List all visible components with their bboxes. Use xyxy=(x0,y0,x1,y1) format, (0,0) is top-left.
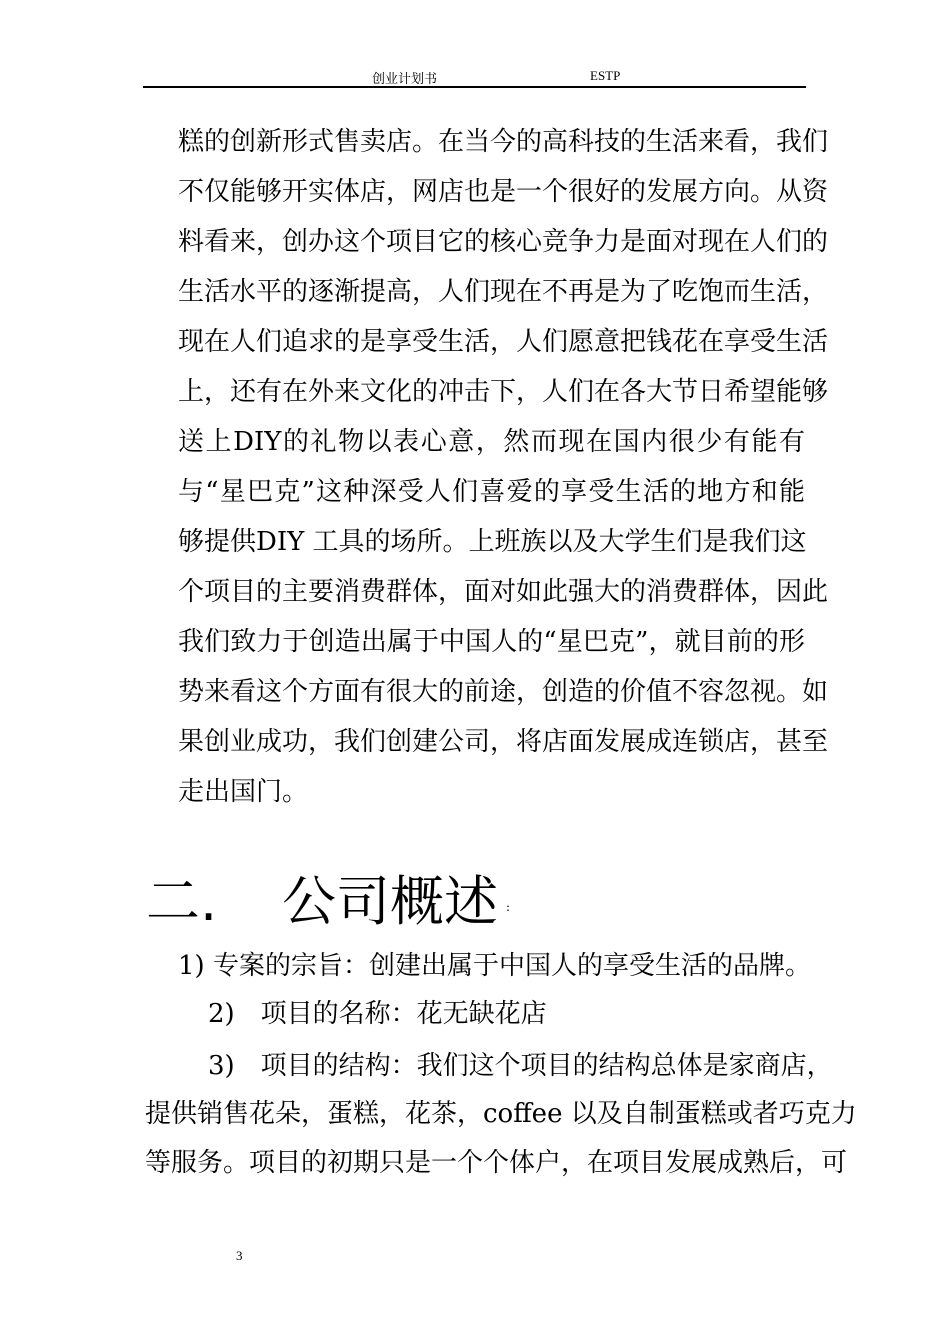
body-line: 势来看这个方面有很大的前途，创造的价值不容忽视。如 xyxy=(178,677,829,707)
body-line: 与“星巴克”这种深受人们喜爱的享受生活的地方和能 xyxy=(178,477,805,507)
body-line: 送上DIY的礼物以表心意，然而现在国内很少有能有 xyxy=(178,427,805,457)
section-number: 二. xyxy=(146,870,218,933)
body-line: 生活水平的逐渐提高，人们现在不再是为了吃饱而生活， xyxy=(178,277,829,307)
list-item: 2) 项目的名称：花无缺花店 xyxy=(208,999,547,1029)
body-line: 够提供DIY 工具的场所。上班族以及大学生们是我们这 xyxy=(178,527,807,557)
header-code: ESTP xyxy=(590,68,621,83)
body-line: 我们致力于创造出属于中国人的“星巴克”，就目前的形 xyxy=(178,627,805,657)
body-line: 个项目的主要消费群体，面对如此强大的消费群体，因此 xyxy=(178,577,829,607)
list-item: 1) 专案的宗旨：创建出属于中国人的享受生活的品牌。 xyxy=(178,951,811,981)
header-title: 创业计划书 xyxy=(372,71,438,86)
header-rule xyxy=(143,86,806,88)
body-line: 等服务。项目的初期只是一个个体户，在项目发展成熟后，可 xyxy=(145,1148,848,1178)
body-line: 果创业成功，我们创建公司，将店面发展成连锁店，甚至 xyxy=(178,727,829,757)
body-line: 糕的创新形式售卖店。在当今的高科技的生活来看，我们 xyxy=(178,127,829,157)
body-line: 现在人们追求的是享受生活，人们愿意把钱花在享受生活 xyxy=(178,327,829,357)
body-line: 料看来，创办这个项目它的核心竞争力是面对现在人们的 xyxy=(178,227,829,257)
section-title: 公司概述 xyxy=(282,870,498,933)
list-item: 3) 项目的结构：我们这个项目的结构总体是家商店， xyxy=(208,1051,833,1081)
page-number: 3 xyxy=(236,1248,243,1263)
body-line: 走出国门。 xyxy=(178,777,309,807)
body-line: 不仅能够开实体店，网店也是一个很好的发展方向。从资 xyxy=(178,177,829,207)
section-colon: : xyxy=(506,900,511,914)
body-line: 提供销售花朵，蛋糕，花茶，coffee 以及自制蛋糕或者巧克力 xyxy=(145,1099,857,1129)
body-line: 上，还有在外来文化的冲击下，人们在各大节日希望能够 xyxy=(178,377,829,407)
